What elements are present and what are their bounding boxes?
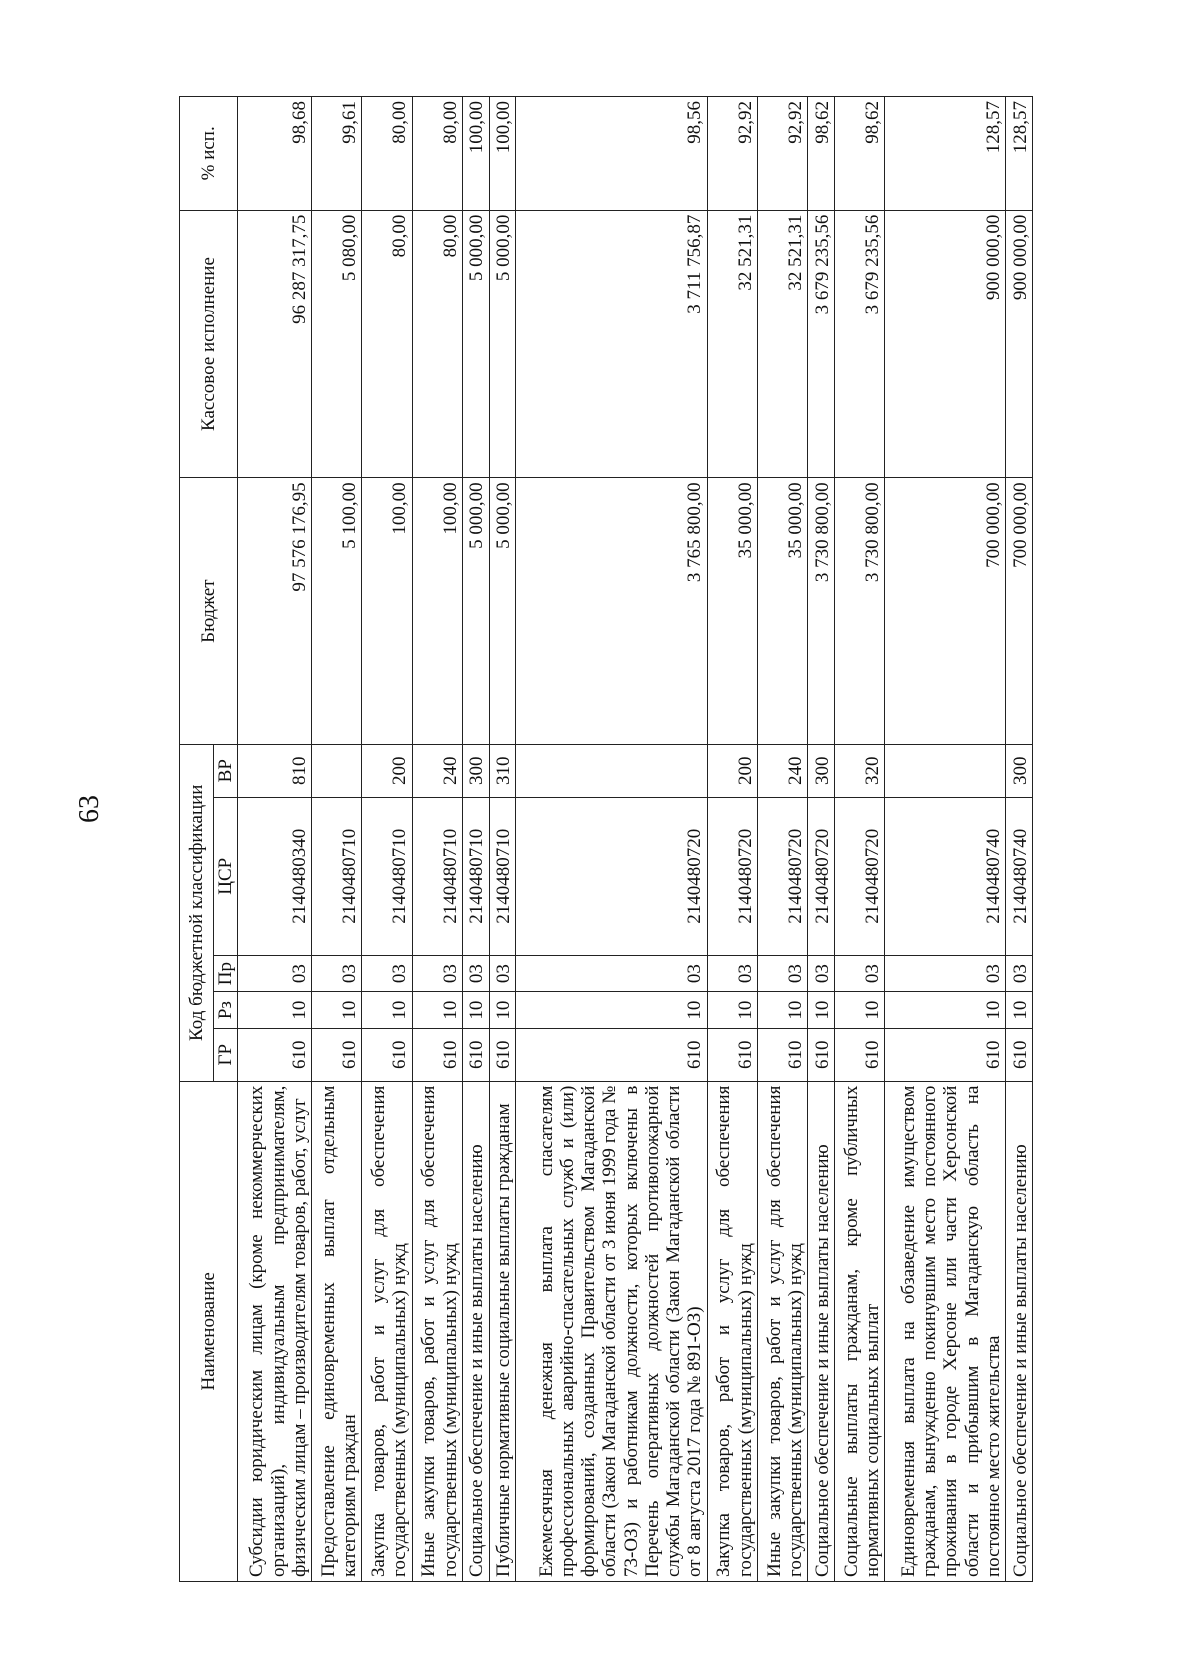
row-cash: 32 521,31 xyxy=(757,210,807,478)
row-gr: 610 xyxy=(412,1028,462,1081)
row-pr: 03 xyxy=(885,955,1006,992)
row-cash: 3 679 235,56 xyxy=(835,210,885,478)
row-percent: 80,00 xyxy=(412,97,462,211)
row-percent: 92,92 xyxy=(757,97,807,211)
row-vr: 810 xyxy=(238,744,312,797)
row-percent: 92,92 xyxy=(707,97,757,211)
row-csr: 2140480720 xyxy=(757,797,807,955)
row-name: Социальное обеспечение и иные выплаты населению xyxy=(462,1081,489,1581)
row-cash: 900 000,00 xyxy=(885,210,1006,478)
row-csr: 2140480710 xyxy=(412,797,462,955)
header-code-group: Код бюджетной классификации xyxy=(180,744,214,1081)
row-gr: 610 xyxy=(489,1028,516,1081)
row-percent: 99,61 xyxy=(312,97,362,211)
row-cash: 5 000,00 xyxy=(489,210,516,478)
row-percent: 98,68 xyxy=(238,97,312,211)
row-budget: 97 576 176,95 xyxy=(238,478,312,744)
row-cash: 3 679 235,56 xyxy=(808,210,835,478)
row-budget: 700 000,00 xyxy=(885,478,1006,744)
row-budget: 35 000,00 xyxy=(707,478,757,744)
row-vr: 200 xyxy=(707,744,757,797)
row-name: Закупка товаров, работ и услуг для обеспечения государственных (муниципальных) нужд xyxy=(362,1081,412,1581)
table-row xyxy=(885,97,1006,1582)
row-cash: 900 000,00 xyxy=(1006,210,1033,478)
header-cash: Кассовое исполнение xyxy=(180,210,238,478)
table-row xyxy=(516,97,707,1582)
row-gr: 610 xyxy=(757,1028,807,1081)
row-name: Социальное обеспечение и иные выплаты населению xyxy=(808,1081,835,1581)
header-percent: % исп. xyxy=(180,97,238,211)
row-pr: 03 xyxy=(312,955,362,992)
table-row xyxy=(1006,97,1033,1582)
row-percent: 128,57 xyxy=(1006,97,1033,211)
row-csr: 2140480720 xyxy=(808,797,835,955)
row-rz: 10 xyxy=(462,992,489,1029)
table-row xyxy=(835,97,885,1582)
row-name: Иные закупки товаров, работ и услуг для обеспечения государственных (муниципальных) нужд xyxy=(412,1081,462,1581)
row-csr: 2140480720 xyxy=(707,797,757,955)
row-vr: 200 xyxy=(362,744,412,797)
row-budget: 700 000,00 xyxy=(1006,478,1033,744)
row-budget: 5 000,00 xyxy=(489,478,516,744)
row-gr: 610 xyxy=(516,1028,707,1081)
table-row xyxy=(707,97,757,1582)
row-budget: 5 100,00 xyxy=(312,478,362,744)
row-rz: 10 xyxy=(489,992,516,1029)
row-pr: 03 xyxy=(707,955,757,992)
table-row xyxy=(412,97,462,1582)
row-cash: 96 287 317,75 xyxy=(238,210,312,478)
row-name: Социальное обеспечение и иные выплаты населению xyxy=(1006,1081,1033,1581)
row-rz: 10 xyxy=(1006,992,1033,1029)
row-vr: 320 xyxy=(835,744,885,797)
row-pr: 03 xyxy=(1006,955,1033,992)
row-csr: 2140480740 xyxy=(885,797,1006,955)
row-rz: 10 xyxy=(808,992,835,1029)
row-vr: 300 xyxy=(808,744,835,797)
row-pr: 03 xyxy=(835,955,885,992)
row-cash: 5 000,00 xyxy=(462,210,489,478)
header-csr: ЦСР xyxy=(214,797,238,955)
table-header xyxy=(180,97,238,1582)
row-rz: 10 xyxy=(362,992,412,1029)
row-gr: 610 xyxy=(1006,1028,1033,1081)
row-budget: 3 730 800,00 xyxy=(808,478,835,744)
row-csr: 2140480720 xyxy=(516,797,707,955)
row-vr xyxy=(312,744,362,797)
page-number: 63 xyxy=(74,795,105,823)
row-budget: 3 730 800,00 xyxy=(835,478,885,744)
row-budget: 5 000,00 xyxy=(462,478,489,744)
row-name: Единовременная выплата на обзаведение имуществом гражданам, вынужденно покинувшим место постоянного проживания в городе Херсоне или части Херсонской области и прибывшим в Магаданскую область на постоянное место жительства xyxy=(885,1081,1006,1581)
table-row xyxy=(757,97,807,1582)
row-percent: 98,62 xyxy=(835,97,885,211)
row-csr: 2140480710 xyxy=(462,797,489,955)
row-pr: 03 xyxy=(412,955,462,992)
header-pr: Пр xyxy=(214,955,238,992)
row-gr: 610 xyxy=(707,1028,757,1081)
header-name: Наименование xyxy=(180,1081,238,1581)
row-cash: 32 521,31 xyxy=(707,210,757,478)
row-csr: 2140480720 xyxy=(835,797,885,955)
row-name: Социальные выплаты гражданам, кроме публичных нормативных социальных выплат xyxy=(835,1081,885,1581)
row-gr: 610 xyxy=(462,1028,489,1081)
row-pr: 03 xyxy=(808,955,835,992)
row-name: Иные закупки товаров, работ и услуг для обеспечения государственных (муниципальных) нужд xyxy=(757,1081,807,1581)
row-budget: 100,00 xyxy=(412,478,462,744)
row-rz: 10 xyxy=(835,992,885,1029)
row-rz: 10 xyxy=(312,992,362,1029)
row-rz: 10 xyxy=(757,992,807,1029)
row-percent: 98,56 xyxy=(516,97,707,211)
row-name: Публичные нормативные социальные выплаты гражданам xyxy=(489,1081,516,1581)
row-gr: 610 xyxy=(312,1028,362,1081)
row-name: Субсидии юридическим лицам (кроме некоммерческих организаций), индивидуальным предпринимателям, физическим лицам – производителям товаров, работ, услуг xyxy=(238,1081,312,1581)
row-percent: 100,00 xyxy=(489,97,516,211)
row-pr: 03 xyxy=(362,955,412,992)
row-csr: 2140480710 xyxy=(362,797,412,955)
row-gr: 610 xyxy=(835,1028,885,1081)
row-vr: 300 xyxy=(462,744,489,797)
row-vr: 240 xyxy=(757,744,807,797)
row-vr: 240 xyxy=(412,744,462,797)
row-cash: 5 080,00 xyxy=(312,210,362,478)
header-budget: Бюджет xyxy=(180,478,238,744)
table-row xyxy=(462,97,489,1582)
row-csr: 2140480710 xyxy=(312,797,362,955)
row-vr: 300 xyxy=(1006,744,1033,797)
header-vr: ВР xyxy=(214,744,238,797)
row-pr: 03 xyxy=(489,955,516,992)
row-name: Предоставление единовременных выплат отдельным категориям граждан xyxy=(312,1081,362,1581)
row-percent: 100,00 xyxy=(462,97,489,211)
row-percent: 80,00 xyxy=(362,97,412,211)
row-rz: 10 xyxy=(516,992,707,1029)
table-body xyxy=(238,97,1033,1582)
row-name: Закупка товаров, работ и услуг для обеспечения государственных (муниципальных) нужд xyxy=(707,1081,757,1581)
row-percent: 98,62 xyxy=(808,97,835,211)
row-gr: 610 xyxy=(238,1028,312,1081)
row-pr: 03 xyxy=(462,955,489,992)
row-rz: 10 xyxy=(238,992,312,1029)
row-vr: 310 xyxy=(489,744,516,797)
header-gr: ГР xyxy=(214,1028,238,1081)
table-row xyxy=(808,97,835,1582)
table-row xyxy=(362,97,412,1582)
row-gr: 610 xyxy=(885,1028,1006,1081)
row-csr: 2140480710 xyxy=(489,797,516,955)
row-rz: 10 xyxy=(707,992,757,1029)
table-row xyxy=(489,97,516,1582)
row-csr: 2140480740 xyxy=(1006,797,1033,955)
row-pr: 03 xyxy=(757,955,807,992)
budget-table-container xyxy=(179,96,1033,1582)
row-name: Ежемесячная денежная выплата спасателям профессиональных аварийно-спасательных служб и (или) формирований, созданных Правительством Магаданской области (Закон Магаданской области от 3 июня 1999 года № 73-ОЗ) и работникам должности, которых включены в Перечень оперативных должностей противопожарной службы Магаданской области (Закон Магаданской области от 8 августа 2017 года № 891-ОЗ) xyxy=(516,1081,707,1581)
row-rz: 10 xyxy=(885,992,1006,1029)
row-rz: 10 xyxy=(412,992,462,1029)
row-cash: 3 711 756,87 xyxy=(516,210,707,478)
row-budget: 3 765 800,00 xyxy=(516,478,707,744)
row-cash: 80,00 xyxy=(362,210,412,478)
row-budget: 35 000,00 xyxy=(757,478,807,744)
table-row xyxy=(312,97,362,1582)
row-csr: 2140480340 xyxy=(238,797,312,955)
table-row xyxy=(238,97,312,1582)
header-rz: Рз xyxy=(214,992,238,1029)
row-pr: 03 xyxy=(516,955,707,992)
row-cash: 80,00 xyxy=(412,210,462,478)
budget-table xyxy=(179,96,1033,1582)
row-percent: 128,57 xyxy=(885,97,1006,211)
row-vr xyxy=(885,744,1006,797)
row-gr: 610 xyxy=(362,1028,412,1081)
row-pr: 03 xyxy=(238,955,312,992)
row-vr xyxy=(516,744,707,797)
row-budget: 100,00 xyxy=(362,478,412,744)
row-gr: 610 xyxy=(808,1028,835,1081)
